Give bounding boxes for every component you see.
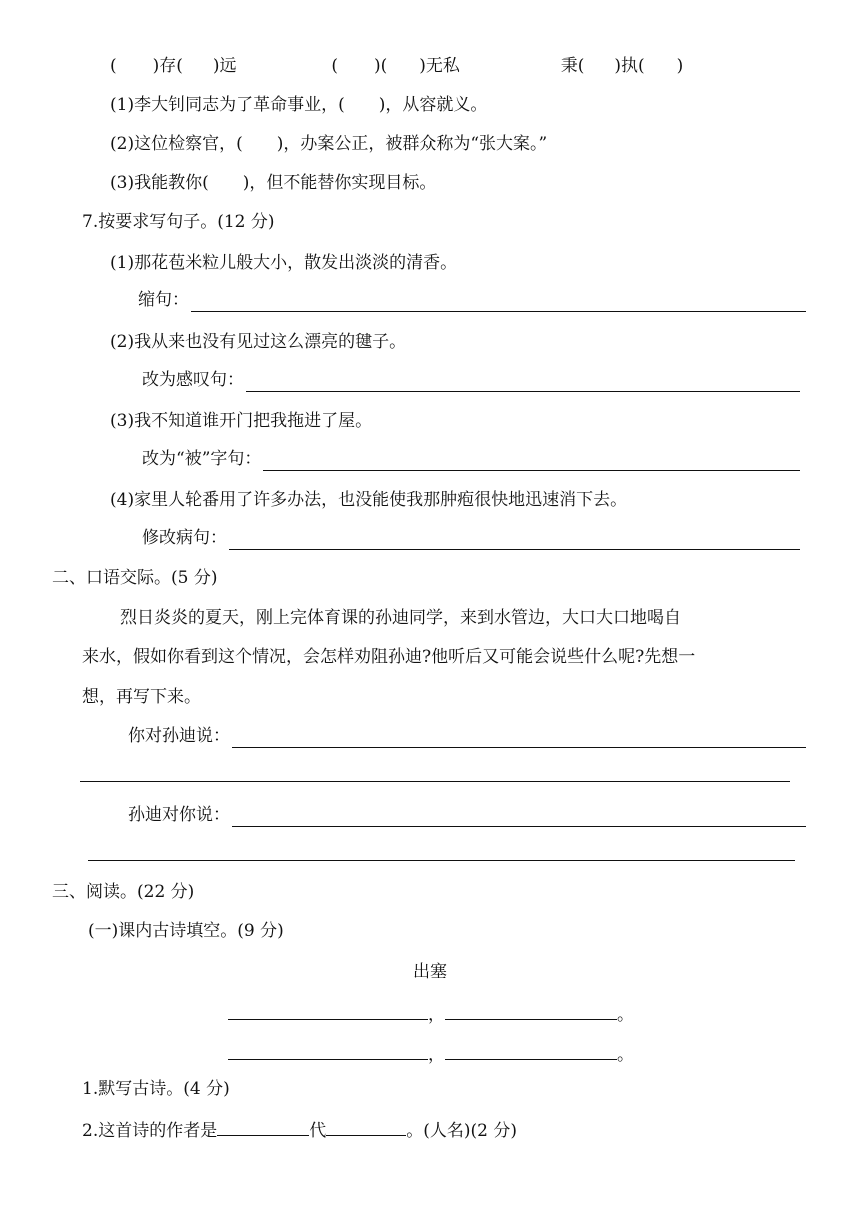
idiom-row [110,54,810,78]
q7-answer-2-line[interactable] [246,373,800,392]
poem-line-2 [228,1041,634,1065]
section-3-title: 三、阅读。(22 分) [52,882,195,902]
idiom-1-end: )远 [212,56,237,76]
q7-answer-4 [142,526,800,550]
section-3-q2-text-b: 代 [309,1121,327,1141]
poem-title: 出塞 [413,962,447,982]
sun-says-line-2[interactable] [88,860,795,861]
q7-answer-4-label: 修改病句： [142,528,227,548]
section-3-q2-text-c: 。(人名)(2 分) [406,1121,517,1141]
you-say-answer [128,724,806,748]
q7-item-4: (4)家里人轮番用了许多办法，也没能使我那肿疱很快地迅速消下去。 [110,490,628,510]
poem-line-2-blank-a[interactable] [228,1041,428,1060]
section-2-title: 二、口语交际。(5 分) [52,568,218,588]
q7-answer-2-label: 改为感叹句： [142,370,244,390]
you-say-line-2[interactable] [80,781,790,782]
poem-line-1 [228,1001,634,1025]
idiom-2-end: )无私 [419,56,460,76]
poem-line-2-blank-b[interactable] [445,1041,617,1060]
idiom-2-mid: )( [374,56,388,76]
author-blank[interactable] [326,1117,406,1136]
poem-line-1-comma: ， [428,1005,445,1025]
section-3-q1: 1.默写古诗。(4 分) [82,1079,230,1099]
you-say-label: 你对孙迪说： [128,726,230,746]
poem-line-2-comma: ， [428,1045,445,1065]
poem-line-1-blank-b[interactable] [445,1001,617,1020]
section-2-para-line-3: 想，再写下来。 [82,687,201,707]
sun-says-answer [128,803,806,827]
section-2-para-line-1: 烈日炎炎的夏天，刚上完体育课的孙迪同学，来到水管边，大口大口地喝自 [120,608,681,628]
poem-line-2-period: 。 [617,1045,634,1065]
q7-answer-3-label: 改为“被”字句： [142,449,262,469]
section-3-q2-text-a: 2.这首诗的作者是 [82,1121,218,1141]
idiom-3-end: ) [676,56,684,76]
q7-item-1: (1)那花苞米粒儿般大小，散发出淡淡的清香。 [110,253,458,273]
q6-sentence-2: (2)这位检察官，( )，办案公正，被群众称为“张大案。” [110,134,548,154]
poem-line-1-period: 。 [617,1005,634,1025]
q7-answer-4-line[interactable] [229,531,800,550]
q7-title: 7.按要求写句子。(12 分) [82,212,275,232]
poem-line-1-blank-a[interactable] [228,1001,428,1020]
idiom-1-open: ( [110,56,117,76]
q7-answer-1-label: 缩句： [138,290,189,310]
q7-item-2: (2)我从来也没有见过这么漂亮的毽子。 [110,332,407,352]
q6-sentence-3: (3)我能教你( )，但不能替你实现目标。 [110,173,437,193]
idiom-2-open: ( [331,56,338,76]
q7-answer-2 [142,368,800,392]
idiom-1-mid: )存( [152,56,183,76]
idiom-3-open: 秉( [560,56,585,76]
q7-answer-1 [138,288,806,312]
you-say-line[interactable] [232,729,806,748]
sun-says-label: 孙迪对你说： [128,805,230,825]
sun-says-line[interactable] [232,808,806,827]
q7-answer-3-line[interactable] [263,452,800,471]
idiom-3-mid: )执( [614,56,645,76]
section-3-q2 [82,1117,517,1141]
q7-item-3: (3)我不知道谁开门把我拖进了屋。 [110,411,373,431]
q7-answer-3 [142,447,800,471]
dynasty-blank[interactable] [217,1117,309,1136]
q7-answer-1-line[interactable] [191,293,806,312]
section-2-para-line-2: 来水，假如你看到这个情况，会怎样劝阻孙迪?他听后又可能会说些什么呢?先想一 [82,647,696,667]
section-3-sub-1: (一)课内古诗填空。(9 分) [88,921,284,941]
q6-sentence-1: (1)李大钊同志为了革命事业，( )，从容就义。 [110,95,488,115]
